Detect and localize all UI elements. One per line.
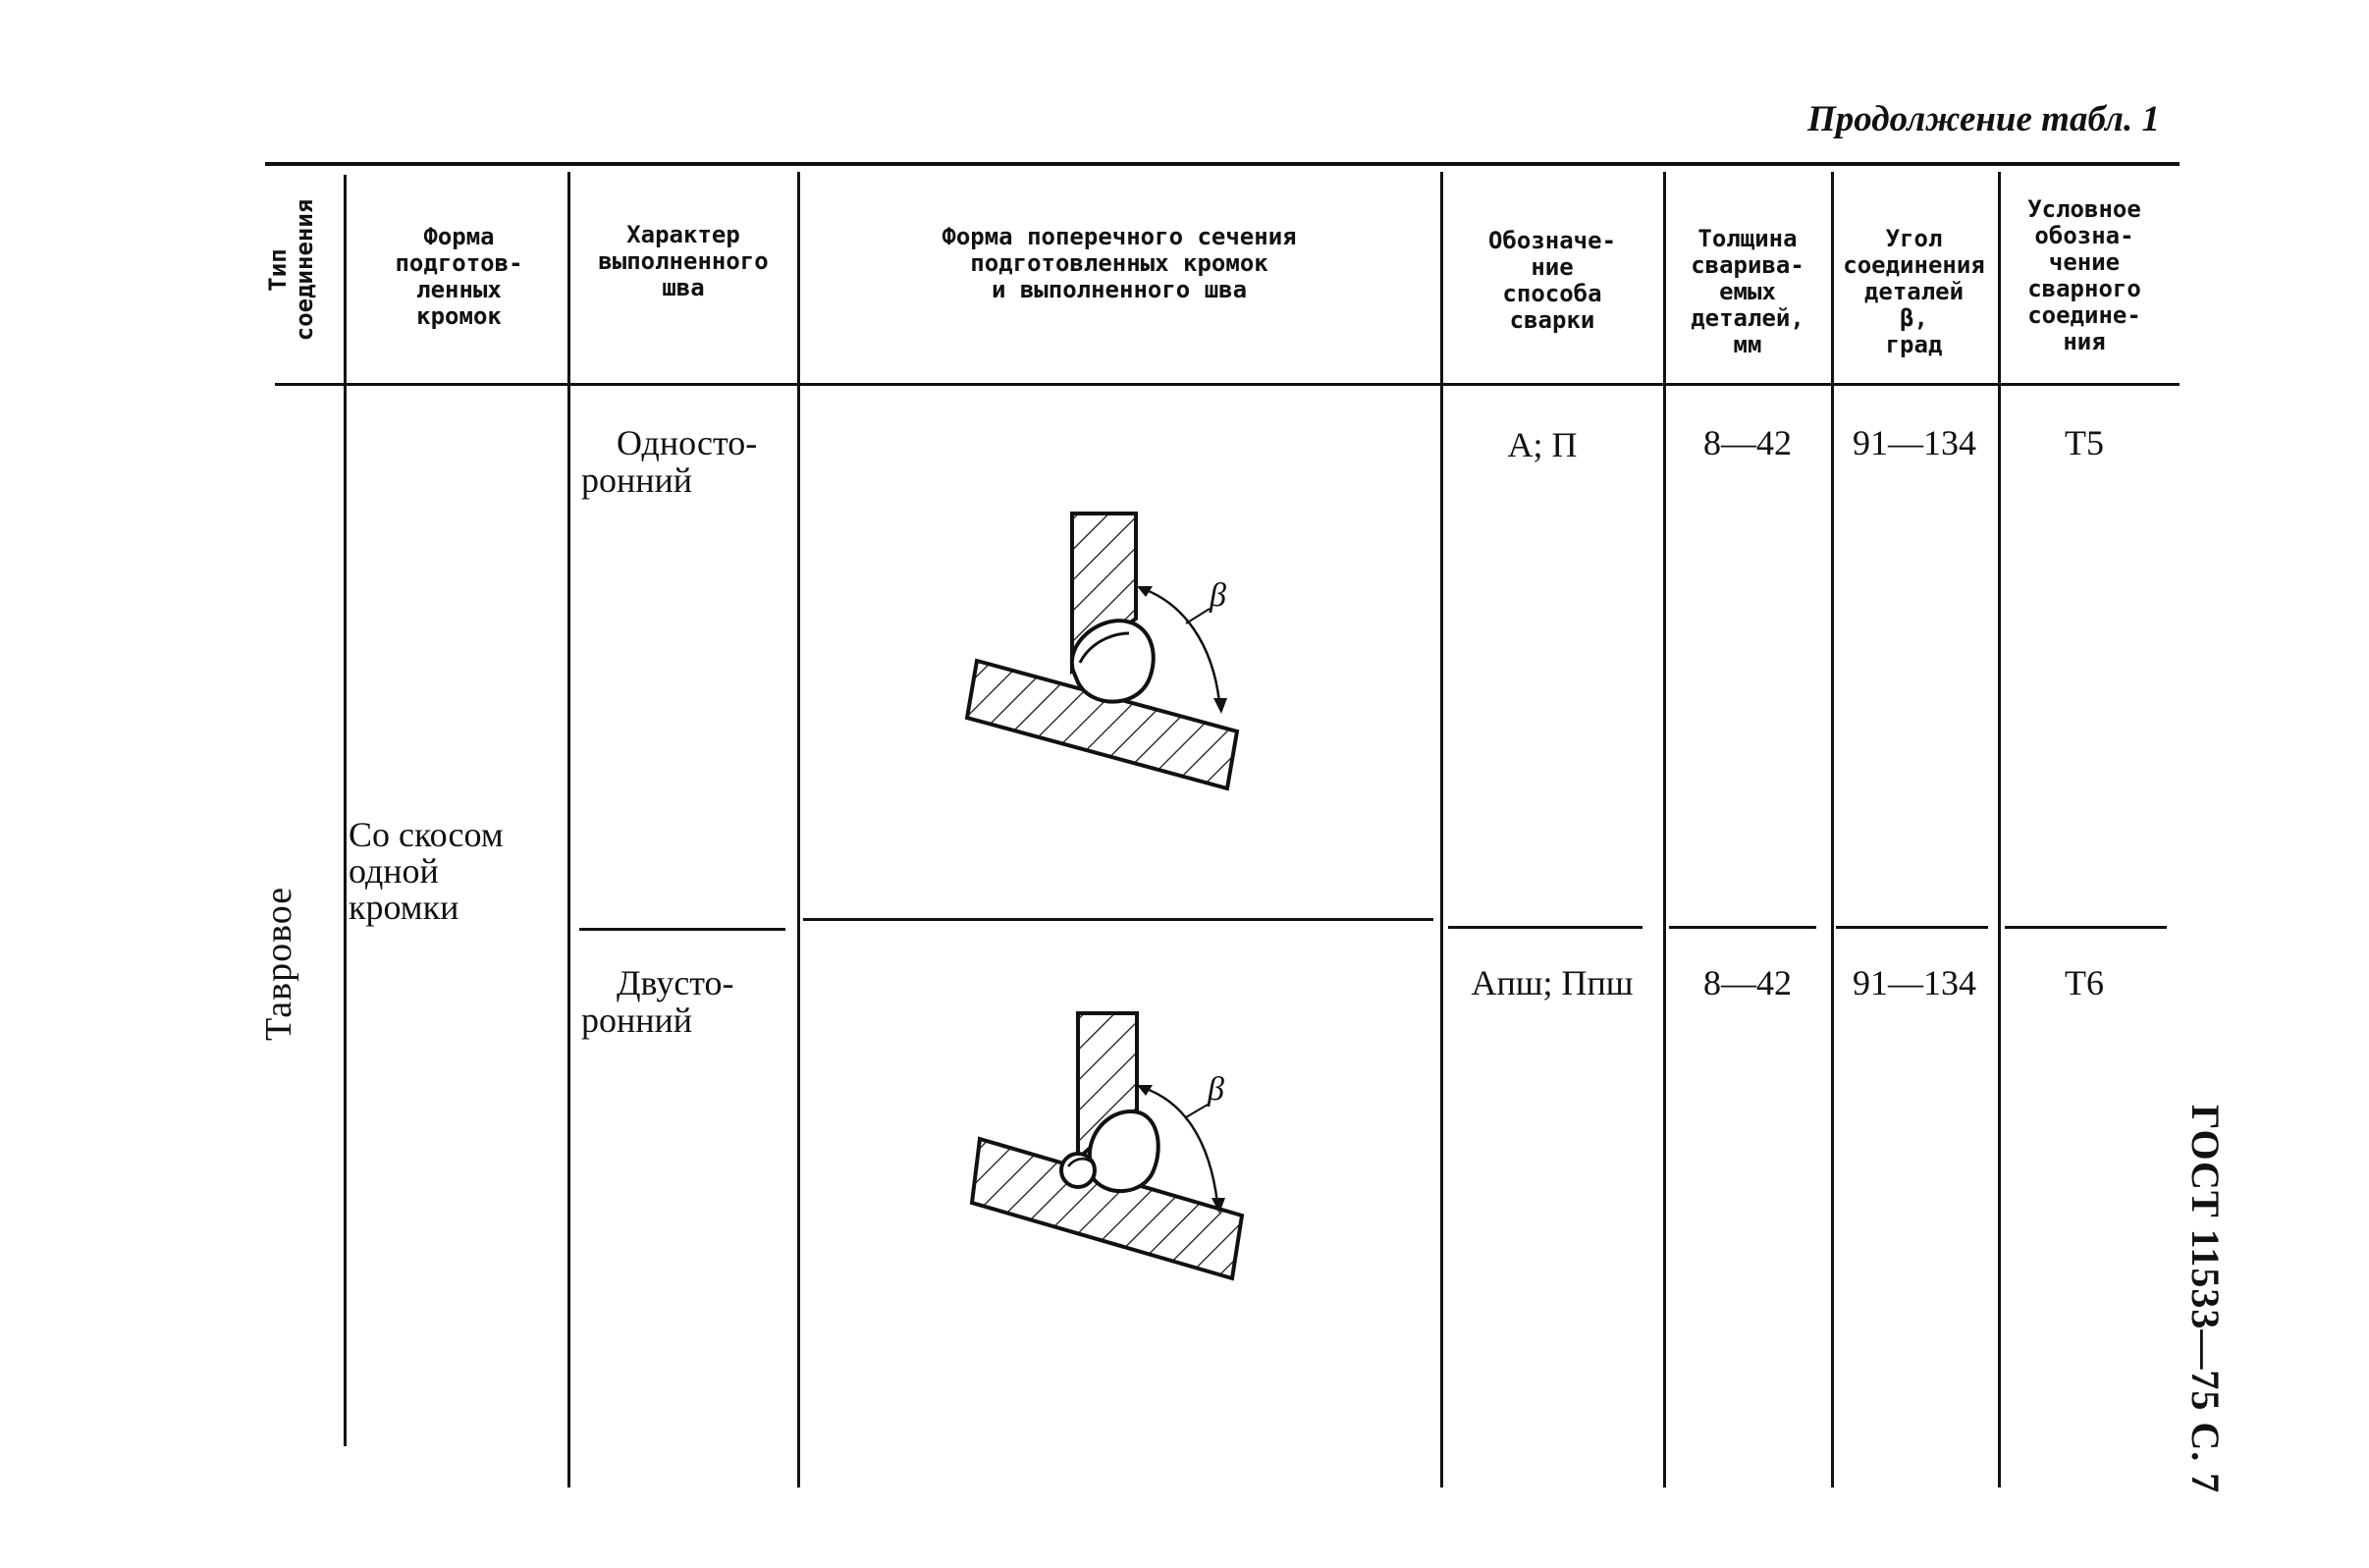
column-divider (1440, 172, 1443, 1487)
table-top-rule (265, 162, 2180, 166)
header-welding-method: Обозначе- ние способа сварки (1487, 227, 1617, 334)
thickness-cell: 8—42 (1703, 963, 1792, 1002)
beta-label: β (1208, 1071, 1224, 1108)
header-edge-form: Форма подготов- ленных кромок (395, 223, 523, 330)
header-bottom-rule (275, 383, 2180, 386)
row-separator (2005, 926, 2167, 929)
row-separator (1836, 926, 1988, 929)
header-thickness: Толщина сварива- емых деталей, мм (1691, 225, 1804, 358)
edge-form-cell: Со скосом одной кромки (349, 815, 504, 927)
header-cross-section: Форма поперечного сечения подготовленных кромок и выполненного шва (942, 223, 1297, 303)
row-separator (1448, 926, 1642, 929)
column-divider (1663, 172, 1666, 1487)
thickness-cell: 8—42 (1703, 423, 1792, 462)
column-divider (797, 172, 800, 1487)
column-divider (1998, 172, 2001, 1487)
seam-type-cell: Двусто- ронний (581, 963, 734, 1040)
header-joint-type: Тип соединения (264, 198, 318, 342)
cross-section-diagram-single-sided (942, 496, 1266, 810)
cross-section-diagram-double-sided (942, 1001, 1266, 1316)
standard-page-label: ГОСТ 11533—75 С. 7 (2183, 1105, 2228, 1494)
beta-label: β (1210, 577, 1226, 614)
angle-cell: 91—134 (1853, 963, 1976, 1002)
joint-type-cell: Тавровое (258, 886, 299, 1041)
row-separator (1669, 926, 1816, 929)
table-continuation-caption: Продолжение табл. 1 (1807, 99, 2160, 139)
joint-code-cell: Т5 (2065, 423, 2104, 462)
header-angle: Угол соединения деталей β, град (1843, 225, 1985, 358)
row-separator (803, 918, 1433, 921)
header-joint-code: Условное обозна- чение сварного соедине- ния (2027, 195, 2141, 355)
angle-cell: 91—134 (1853, 423, 1976, 462)
joint-code-cell: Т6 (2065, 963, 2104, 1002)
welding-method-cell: Апш; Ппш (1471, 963, 1634, 1002)
header-seam-type: Характер выполненного шва (598, 221, 769, 301)
column-divider (1831, 172, 1834, 1487)
welding-method-cell: А; П (1507, 425, 1578, 464)
row-separator (579, 928, 785, 931)
seam-type-cell: Односто- ронний (581, 423, 758, 500)
column-divider (344, 175, 347, 1446)
